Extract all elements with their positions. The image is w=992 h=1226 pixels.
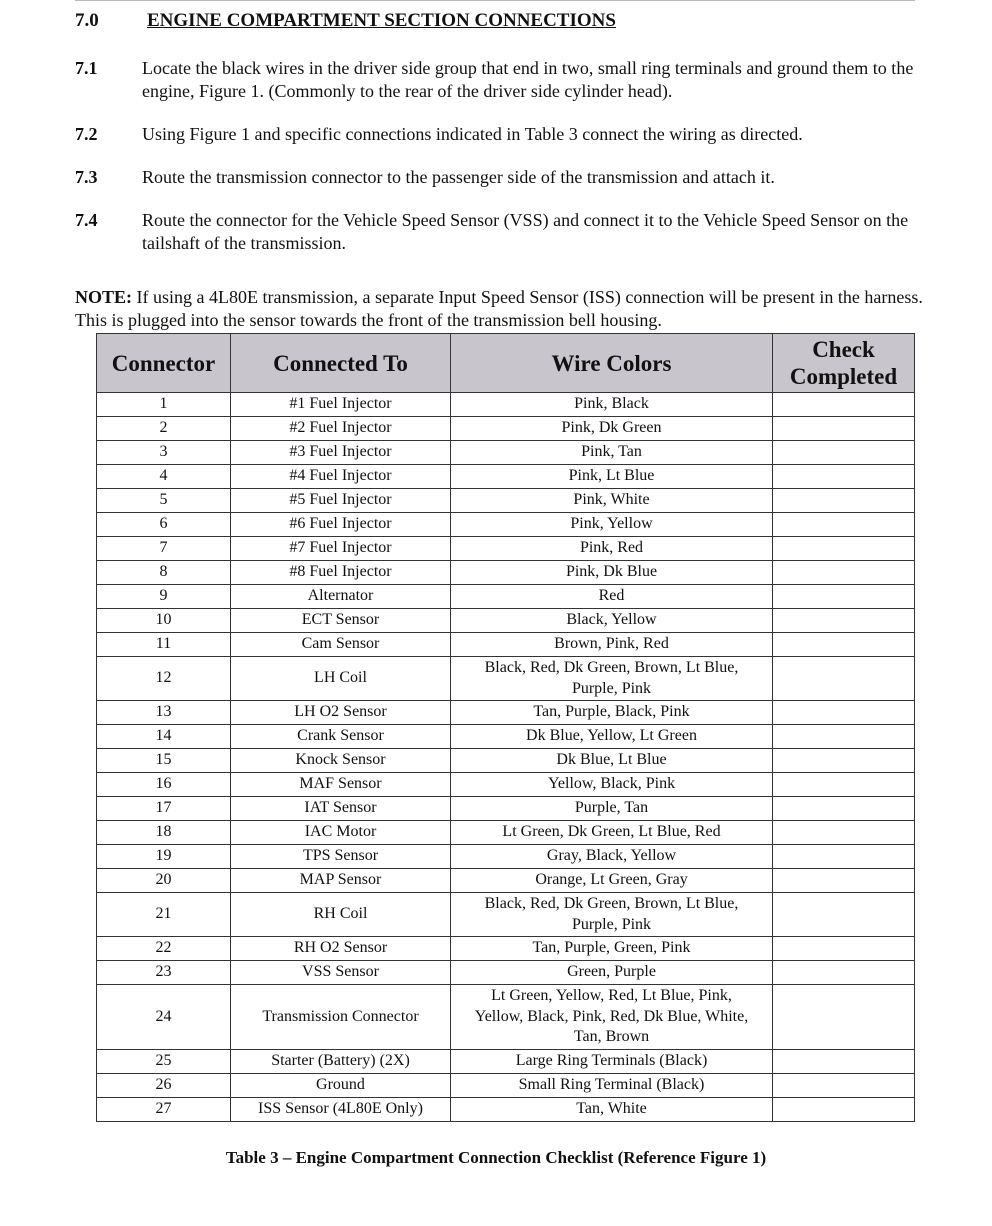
- connected-to-cell: TPS Sensor: [231, 845, 451, 869]
- table-row: [97, 441, 915, 465]
- step-item: [75, 166, 945, 189]
- table-row: [97, 893, 915, 937]
- connected-to-cell: RH O2 Sensor: [231, 937, 451, 961]
- wire-colors-cell: Tan, Purple, Green, Pink: [451, 937, 773, 961]
- connector-cell: 26: [97, 1073, 231, 1097]
- check-completed-cell[interactable]: [773, 441, 915, 465]
- check-completed-cell[interactable]: [773, 633, 915, 657]
- step-item: [75, 123, 945, 146]
- check-completed-cell[interactable]: [773, 725, 915, 749]
- connector-cell: 1: [97, 393, 231, 417]
- connected-to-cell: #4 Fuel Injector: [231, 465, 451, 489]
- table-row: [97, 537, 915, 561]
- wire-colors-cell: Tan, Purple, Black, Pink: [451, 701, 773, 725]
- check-completed-cell[interactable]: [773, 893, 915, 937]
- wire-colors-cell: Lt Green, Dk Green, Lt Blue, Red: [451, 821, 773, 845]
- wire-colors-cell: Gray, Black, Yellow: [451, 845, 773, 869]
- check-completed-cell[interactable]: [773, 869, 915, 893]
- check-completed-cell[interactable]: [773, 1097, 915, 1121]
- connected-to-cell: Crank Sensor: [231, 725, 451, 749]
- step-number: 7.1: [75, 58, 98, 78]
- wire-colors-cell: Brown, Pink, Red: [451, 633, 773, 657]
- wire-colors-cell: Black, Red, Dk Green, Brown, Lt Blue, Purple, Pink: [451, 893, 773, 937]
- table-row: [97, 417, 915, 441]
- connector-cell: 12: [97, 657, 231, 701]
- connector-cell: 7: [97, 537, 231, 561]
- wire-colors-cell: Pink, Black: [451, 393, 773, 417]
- wire-colors-cell: Orange, Lt Green, Gray: [451, 869, 773, 893]
- table-caption: Table 3 – Engine Compartment Connection Checklist (Reference Figure 1): [225, 1148, 767, 1167]
- connector-cell: 2: [97, 417, 231, 441]
- check-completed-cell[interactable]: [773, 937, 915, 961]
- note-text: If using a 4L80E transmission, a separate Input Speed Sensor (ISS) connection will be present in the harness. This is plugged into the sensor towards the front of the transmission bell housing.: [75, 287, 923, 330]
- header-check-completed: Check Completed: [773, 334, 915, 393]
- table-row: [97, 513, 915, 537]
- table-row: [97, 585, 915, 609]
- connector-cell: 15: [97, 749, 231, 773]
- table-row: [97, 961, 915, 985]
- connected-to-cell: #8 Fuel Injector: [231, 561, 451, 585]
- table-row: [97, 985, 915, 1050]
- check-completed-cell[interactable]: [773, 797, 915, 821]
- table-row: [97, 657, 915, 701]
- connector-cell: 13: [97, 701, 231, 725]
- table-row: [97, 561, 915, 585]
- header-wire-colors: Wire Colors: [451, 334, 773, 393]
- check-completed-cell[interactable]: [773, 773, 915, 797]
- section-title: ENGINE COMPARTMENT SECTION CONNECTIONS: [147, 10, 616, 31]
- wire-colors-cell: Black, Yellow: [451, 609, 773, 633]
- wire-colors-cell: Dk Blue, Yellow, Lt Green: [451, 725, 773, 749]
- connected-to-cell: RH Coil: [231, 893, 451, 937]
- table-body: [97, 393, 915, 1122]
- wire-colors-cell: Pink, Tan: [451, 441, 773, 465]
- check-completed-cell[interactable]: [773, 749, 915, 773]
- connector-cell: 16: [97, 773, 231, 797]
- connector-cell: 17: [97, 797, 231, 821]
- table-row: [97, 1073, 915, 1097]
- connected-to-cell: ISS Sensor (4L80E Only): [231, 1097, 451, 1121]
- connected-to-cell: LH Coil: [231, 657, 451, 701]
- connector-cell: 18: [97, 821, 231, 845]
- connector-cell: 19: [97, 845, 231, 869]
- header-connected-to: Connected To: [231, 334, 451, 393]
- wire-colors-cell: Lt Green, Yellow, Red, Lt Blue, Pink, Yellow, Black, Pink, Red, Dk Blue, White, Tan, Brown: [451, 985, 773, 1050]
- wire-colors-cell: Black, Red, Dk Green, Brown, Lt Blue, Purple, Pink: [451, 657, 773, 701]
- check-completed-cell[interactable]: [773, 465, 915, 489]
- table-row: [97, 821, 915, 845]
- table-row: [97, 749, 915, 773]
- step-number: 7.2: [75, 124, 98, 144]
- wire-colors-cell: Purple, Tan: [451, 797, 773, 821]
- wire-colors-cell: Green, Purple: [451, 961, 773, 985]
- table-row: [97, 797, 915, 821]
- wire-colors-cell: Small Ring Terminal (Black): [451, 1073, 773, 1097]
- connector-cell: 3: [97, 441, 231, 465]
- check-completed-cell[interactable]: [773, 845, 915, 869]
- table-row: [97, 633, 915, 657]
- connector-cell: 6: [97, 513, 231, 537]
- table-row: [97, 1049, 915, 1073]
- connected-to-cell: Alternator: [231, 585, 451, 609]
- check-completed-cell[interactable]: [773, 489, 915, 513]
- table-row: [97, 701, 915, 725]
- step-text: Route the transmission connector to the passenger side of the transmission and attach it.: [142, 167, 775, 187]
- connector-cell: 24: [97, 985, 231, 1050]
- step-item: [75, 57, 945, 103]
- connected-to-cell: #1 Fuel Injector: [231, 393, 451, 417]
- connector-cell: 27: [97, 1097, 231, 1121]
- table-row: [97, 393, 915, 417]
- wire-colors-cell: Large Ring Terminals (Black): [451, 1049, 773, 1073]
- wire-colors-cell: Pink, Dk Green: [451, 417, 773, 441]
- connector-cell: 22: [97, 937, 231, 961]
- step-number: 7.3: [75, 167, 98, 187]
- connected-to-cell: Transmission Connector: [231, 985, 451, 1050]
- check-completed-cell[interactable]: [773, 1049, 915, 1073]
- step-text: Locate the black wires in the driver side group that end in two, small ring terminals and ground them to the engine, Figure 1. (Commonly to the rear of the driver side cylinder head).: [142, 58, 914, 101]
- connection-checklist-table: [96, 333, 915, 1122]
- check-completed-cell[interactable]: [773, 961, 915, 985]
- connected-to-cell: VSS Sensor: [231, 961, 451, 985]
- connected-to-cell: #3 Fuel Injector: [231, 441, 451, 465]
- wire-colors-cell: Pink, Yellow: [451, 513, 773, 537]
- connector-cell: 9: [97, 585, 231, 609]
- note-label: NOTE:: [75, 287, 133, 307]
- step-text: Using Figure 1 and specific connections indicated in Table 3 connect the wiring as directed.: [142, 124, 803, 144]
- connector-cell: 20: [97, 869, 231, 893]
- connected-to-cell: #6 Fuel Injector: [231, 513, 451, 537]
- check-completed-cell[interactable]: [773, 585, 915, 609]
- connected-to-cell: Knock Sensor: [231, 749, 451, 773]
- check-completed-cell[interactable]: [773, 1073, 915, 1097]
- table-row: [97, 845, 915, 869]
- section-heading: [75, 10, 616, 32]
- wire-colors-cell: Yellow, Black, Pink: [451, 773, 773, 797]
- connector-cell: 25: [97, 1049, 231, 1073]
- connector-cell: 21: [97, 893, 231, 937]
- wire-colors-cell: Tan, White: [451, 1097, 773, 1121]
- table-row: [97, 869, 915, 893]
- table-row: [97, 465, 915, 489]
- steps-list: [75, 57, 945, 275]
- connected-to-cell: #2 Fuel Injector: [231, 417, 451, 441]
- connected-to-cell: #5 Fuel Injector: [231, 489, 451, 513]
- table-row: [97, 773, 915, 797]
- wire-colors-cell: Pink, Dk Blue: [451, 561, 773, 585]
- connected-to-cell: Cam Sensor: [231, 633, 451, 657]
- connector-cell: 23: [97, 961, 231, 985]
- wire-colors-cell: Pink, Lt Blue: [451, 465, 773, 489]
- table-row: [97, 489, 915, 513]
- wire-colors-cell: Red: [451, 585, 773, 609]
- top-divider: [75, 0, 915, 1]
- connected-to-cell: LH O2 Sensor: [231, 701, 451, 725]
- wire-colors-cell: Pink, Red: [451, 537, 773, 561]
- check-completed-cell[interactable]: [773, 537, 915, 561]
- table-row: [97, 609, 915, 633]
- connector-cell: 8: [97, 561, 231, 585]
- connector-cell: 10: [97, 609, 231, 633]
- check-completed-cell[interactable]: [773, 513, 915, 537]
- check-completed-cell[interactable]: [773, 417, 915, 441]
- check-completed-cell[interactable]: [773, 393, 915, 417]
- connected-to-cell: Starter (Battery) (2X): [231, 1049, 451, 1073]
- section-number: 7.0: [75, 10, 99, 31]
- connector-cell: 5: [97, 489, 231, 513]
- step-text: Route the connector for the Vehicle Speed Sensor (VSS) and connect it to the Vehicle Speed Sensor on the tailshaft of the transmission.: [142, 210, 909, 253]
- connected-to-cell: MAF Sensor: [231, 773, 451, 797]
- step-item: [75, 209, 945, 255]
- header-connector: Connector: [97, 334, 231, 393]
- table-row: [97, 1097, 915, 1121]
- check-completed-cell[interactable]: [773, 821, 915, 845]
- connected-to-cell: ECT Sensor: [231, 609, 451, 633]
- check-completed-cell[interactable]: [773, 609, 915, 633]
- check-completed-cell[interactable]: [773, 561, 915, 585]
- connected-to-cell: Ground: [231, 1073, 451, 1097]
- connected-to-cell: IAT Sensor: [231, 797, 451, 821]
- table-row: [97, 937, 915, 961]
- check-completed-cell[interactable]: [773, 701, 915, 725]
- connected-to-cell: MAP Sensor: [231, 869, 451, 893]
- wire-colors-cell: Pink, White: [451, 489, 773, 513]
- check-completed-cell[interactable]: [773, 985, 915, 1050]
- table-header-row: [97, 334, 915, 393]
- table-row: [97, 725, 915, 749]
- connector-cell: 14: [97, 725, 231, 749]
- connector-cell: 11: [97, 633, 231, 657]
- connected-to-cell: #7 Fuel Injector: [231, 537, 451, 561]
- connector-cell: 4: [97, 465, 231, 489]
- wire-colors-cell: Dk Blue, Lt Blue: [451, 749, 773, 773]
- note-paragraph: [75, 286, 925, 332]
- step-number: 7.4: [75, 210, 98, 230]
- check-completed-cell[interactable]: [773, 657, 915, 701]
- connected-to-cell: IAC Motor: [231, 821, 451, 845]
